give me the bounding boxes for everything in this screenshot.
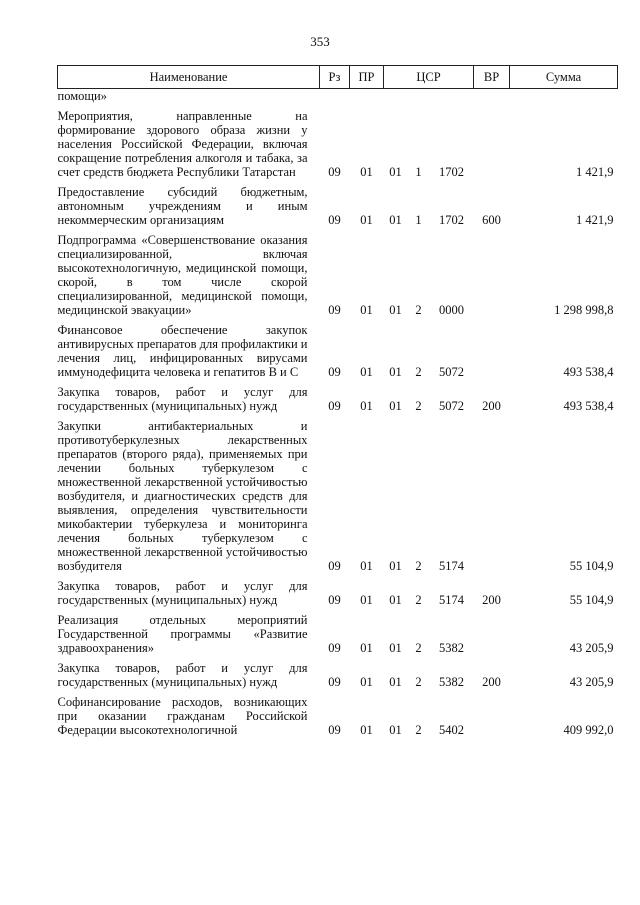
cell-c1: 01 — [389, 213, 402, 227]
cell-vr — [474, 613, 510, 655]
cell-pr: 01 — [360, 165, 373, 179]
table-row — [58, 185, 618, 227]
cell-name: Предоставление субсидий бюджетным, автономным учреждениям и иным некоммерческим организациям — [57, 185, 308, 227]
cell-pr: 01 — [360, 593, 373, 607]
cell-c1 — [384, 89, 408, 104]
cell-c2: 2 — [415, 641, 422, 655]
cell-name: Мероприятия, направленные на формирование здорового образа жизни у населения Российской Федерации, включая сокращение потребления алкоголя и табака, за счет средств бюджета Республики Татарстан — [57, 109, 308, 179]
header-name: Наименование — [58, 66, 320, 89]
cell-c1: 01 — [389, 675, 402, 689]
cell-sum: 493 538,4 — [563, 399, 614, 413]
cell-c1: 01 — [389, 399, 402, 413]
cell-sum — [510, 89, 618, 104]
cell-c2: 2 — [415, 303, 422, 317]
table-row — [58, 89, 618, 104]
table-row — [58, 385, 618, 413]
cell-sum: 409 992,0 — [563, 723, 614, 737]
cell-rz: 09 — [328, 559, 341, 573]
header-vr: ВР — [474, 66, 510, 89]
cell-c3: 5072 — [439, 399, 464, 413]
cell-sum: 1 421,9 — [576, 165, 614, 179]
cell-rz: 09 — [328, 593, 341, 607]
cell-vr — [474, 89, 510, 104]
cell-rz: 09 — [328, 165, 341, 179]
cell-name: Закупка товаров, работ и услуг для государственных (муниципальных) нужд — [57, 661, 308, 689]
cell-c3: 5174 — [439, 559, 464, 573]
cell-vr — [474, 419, 510, 573]
cell-c1: 01 — [389, 593, 402, 607]
cell-c1: 01 — [389, 559, 402, 573]
cell-name: Финансовое обеспечение закупок антивирусных препаратов для профилактики и лечения лиц, инфицированных вирусами иммунодефицита человека и гепатитов В и С — [57, 323, 308, 379]
table-row — [58, 613, 618, 655]
table-row — [58, 109, 618, 179]
cell-c2: 2 — [415, 593, 422, 607]
cell-c2: 2 — [415, 559, 422, 573]
cell-rz: 09 — [328, 365, 341, 379]
cell-c2: 1 — [415, 165, 422, 179]
cell-name: помощи» — [57, 89, 107, 103]
cell-sum: 493 538,4 — [563, 365, 614, 379]
cell-vr — [474, 233, 510, 317]
page-number: 353 — [310, 34, 330, 49]
cell-c3: 5382 — [439, 675, 464, 689]
table-body — [58, 89, 618, 738]
cell-vr: 200 — [482, 399, 501, 413]
table-row — [58, 233, 618, 317]
cell-vr: 200 — [482, 593, 501, 607]
cell-pr: 01 — [360, 213, 373, 227]
cell-vr: 600 — [482, 213, 501, 227]
cell-c1: 01 — [389, 365, 402, 379]
table-row — [58, 419, 618, 573]
cell-c1: 01 — [389, 165, 402, 179]
table-header — [58, 66, 618, 89]
header-csr: ЦСР — [384, 66, 474, 89]
cell-vr: 200 — [482, 675, 501, 689]
table-row — [58, 579, 618, 607]
cell-c3: 5174 — [439, 593, 464, 607]
table-row — [58, 661, 618, 689]
cell-name: Реализация отдельных мероприятий Государственной программы «Развитие здравоохранения» — [57, 613, 308, 655]
cell-pr: 01 — [360, 641, 373, 655]
cell-pr: 01 — [360, 675, 373, 689]
cell-name: Закупка товаров, работ и услуг для государственных (муниципальных) нужд — [57, 385, 308, 413]
cell-c2: 2 — [415, 399, 422, 413]
table-row — [58, 695, 618, 737]
header-pr: ПР — [350, 66, 384, 89]
cell-rz: 09 — [328, 303, 341, 317]
cell-sum: 1 421,9 — [576, 213, 614, 227]
cell-sum: 43 205,9 — [569, 641, 614, 655]
cell-pr: 01 — [360, 723, 373, 737]
cell-c3: 1702 — [439, 165, 464, 179]
header-sum: Сумма — [510, 66, 618, 89]
cell-name: Закупки антибактериальных и противотуберкулезных лекарственных препаратов (второго ряда), применяемых при лечении больных туберкулезом с множественной лекарственной устойчивостью возбудителя, и диагностических средств для выявления, определения чувствительности микобактерии туберкулеза и мониторинга лечения больных туберкулезом с множественной лекарственной устойчивостью возбудителя — [57, 419, 308, 573]
cell-pr: 01 — [360, 559, 373, 573]
cell-c3 — [430, 89, 474, 104]
cell-vr — [474, 323, 510, 379]
cell-pr: 01 — [360, 399, 373, 413]
cell-sum: 43 205,9 — [569, 675, 614, 689]
cell-c1: 01 — [389, 303, 402, 317]
cell-c1: 01 — [389, 641, 402, 655]
cell-rz: 09 — [328, 641, 341, 655]
cell-c2: 2 — [415, 365, 422, 379]
cell-rz: 09 — [328, 213, 341, 227]
cell-pr: 01 — [360, 303, 373, 317]
cell-vr — [474, 109, 510, 179]
cell-c2: 1 — [415, 213, 422, 227]
cell-name: Подпрограмма «Совершенствование оказания специализированной, включая высокотехнологичную, медицинской помощи, скорой, в том числе скорой специализированной, медицинской помощи, медицинской эвакуации» — [57, 233, 308, 317]
budget-table — [57, 65, 618, 737]
cell-vr — [474, 695, 510, 737]
cell-rz — [320, 89, 350, 104]
cell-rz: 09 — [328, 723, 341, 737]
cell-sum: 1 298 998,8 — [554, 303, 614, 317]
cell-name: Закупка товаров, работ и услуг для государственных (муниципальных) нужд — [57, 579, 308, 607]
cell-sum: 55 104,9 — [569, 593, 614, 607]
cell-c2: 2 — [415, 723, 422, 737]
cell-c2: 2 — [415, 675, 422, 689]
cell-c3: 0000 — [439, 303, 464, 317]
cell-name: Софинансирование расходов, возникающих при оказании гражданам Российской Федерации высокотехнологичной — [57, 695, 308, 737]
cell-rz: 09 — [328, 675, 341, 689]
cell-c3: 5382 — [439, 641, 464, 655]
cell-c2 — [408, 89, 430, 104]
cell-c3: 5402 — [439, 723, 464, 737]
cell-c3: 1702 — [439, 213, 464, 227]
cell-sum: 55 104,9 — [569, 559, 614, 573]
cell-pr — [350, 89, 384, 104]
cell-c1: 01 — [389, 723, 402, 737]
cell-rz: 09 — [328, 399, 341, 413]
cell-pr: 01 — [360, 365, 373, 379]
table-row — [58, 323, 618, 379]
cell-c3: 5072 — [439, 365, 464, 379]
header-rz: Рз — [320, 66, 350, 89]
